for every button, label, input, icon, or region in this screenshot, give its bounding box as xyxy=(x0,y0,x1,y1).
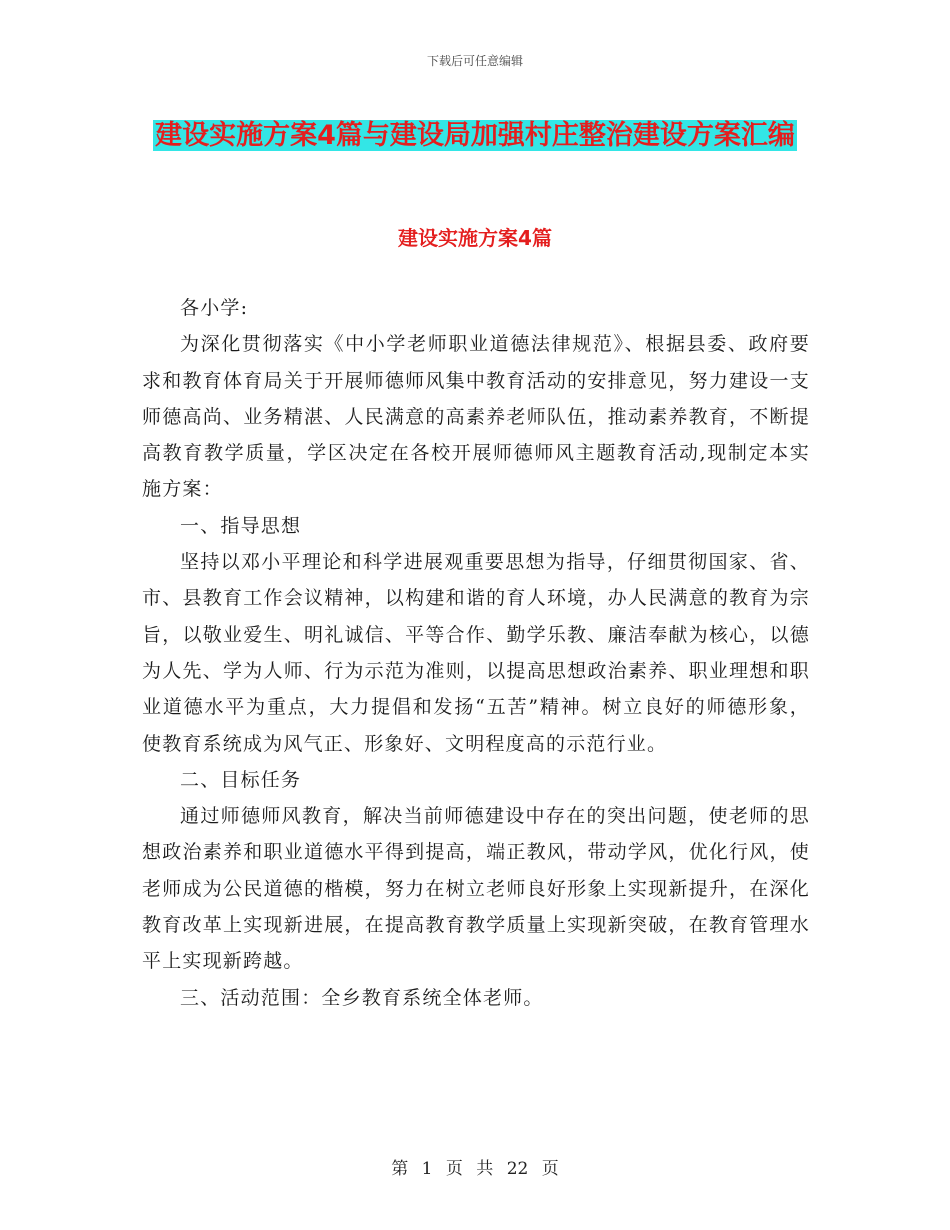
page-number: 第 1 页 共 22 页 xyxy=(391,1159,559,1179)
heading-goals: 二、目标任务 xyxy=(180,768,302,791)
document-title xyxy=(150,112,800,159)
section-title: 建设实施方案4篇 xyxy=(398,226,552,250)
page-header-note: 下载后可任意编辑 xyxy=(426,54,523,68)
document-title-text: 建设实施方案4篇与建设局加强村庄整治建设方案汇编 xyxy=(155,120,795,151)
paragraph-intro: 为深化贯彻落实《中小学老师职业道德法律规范》、根据县委、政府要求和教育体育局关于开展师德师风集中教育活动的安排意见，努力建设一支师德高尚、业务精湛、人民满意的高素养老师队伍，推动素养教育，不断提高教育教学质量，学区决定在各校开展师德师风主题教育活动,现制定本实施方案： xyxy=(142,333,810,501)
document-body xyxy=(142,290,810,1016)
paragraph-goals: 通过师德师风教育，解决当前师德建设中存在的突出问题，使老师的思想政治素养和职业道德水平得到提高，端正教风，带动学风，优化行风，使老师成为公民道德的楷模，努力在树立老师良好形象上实现新提升，在深化教育改革上实现新进展，在提高教育教学质量上实现新突破，在教育管理水平上实现新跨越。 xyxy=(142,805,810,973)
salutation: 各小学: xyxy=(180,297,249,319)
heading-guiding-thought: 一、指导思想 xyxy=(180,514,302,537)
heading-scope: 三、活动范围：全乡教育系统全体老师。 xyxy=(180,986,544,1009)
paragraph-guiding-thought: 坚持以邓小平理论和科学进展观重要思想为指导，仔细贯彻国家、省、市、县教育工作会议精神，以构建和谐的育人环境，办人民满意的教育为宗旨，以敬业爱生、明礼诚信、平等合作、勤学乐教、廉洁奉献为核心，以德为人先、学为人师、行为示范为准则，以提高思想政治素养、职业理想和职业道德水平为重点，大力提倡和发扬“五苦”精神。树立良好的师德形象，使教育系统成为风气正、形象好、文明程度高的示范行业。 xyxy=(142,551,810,755)
